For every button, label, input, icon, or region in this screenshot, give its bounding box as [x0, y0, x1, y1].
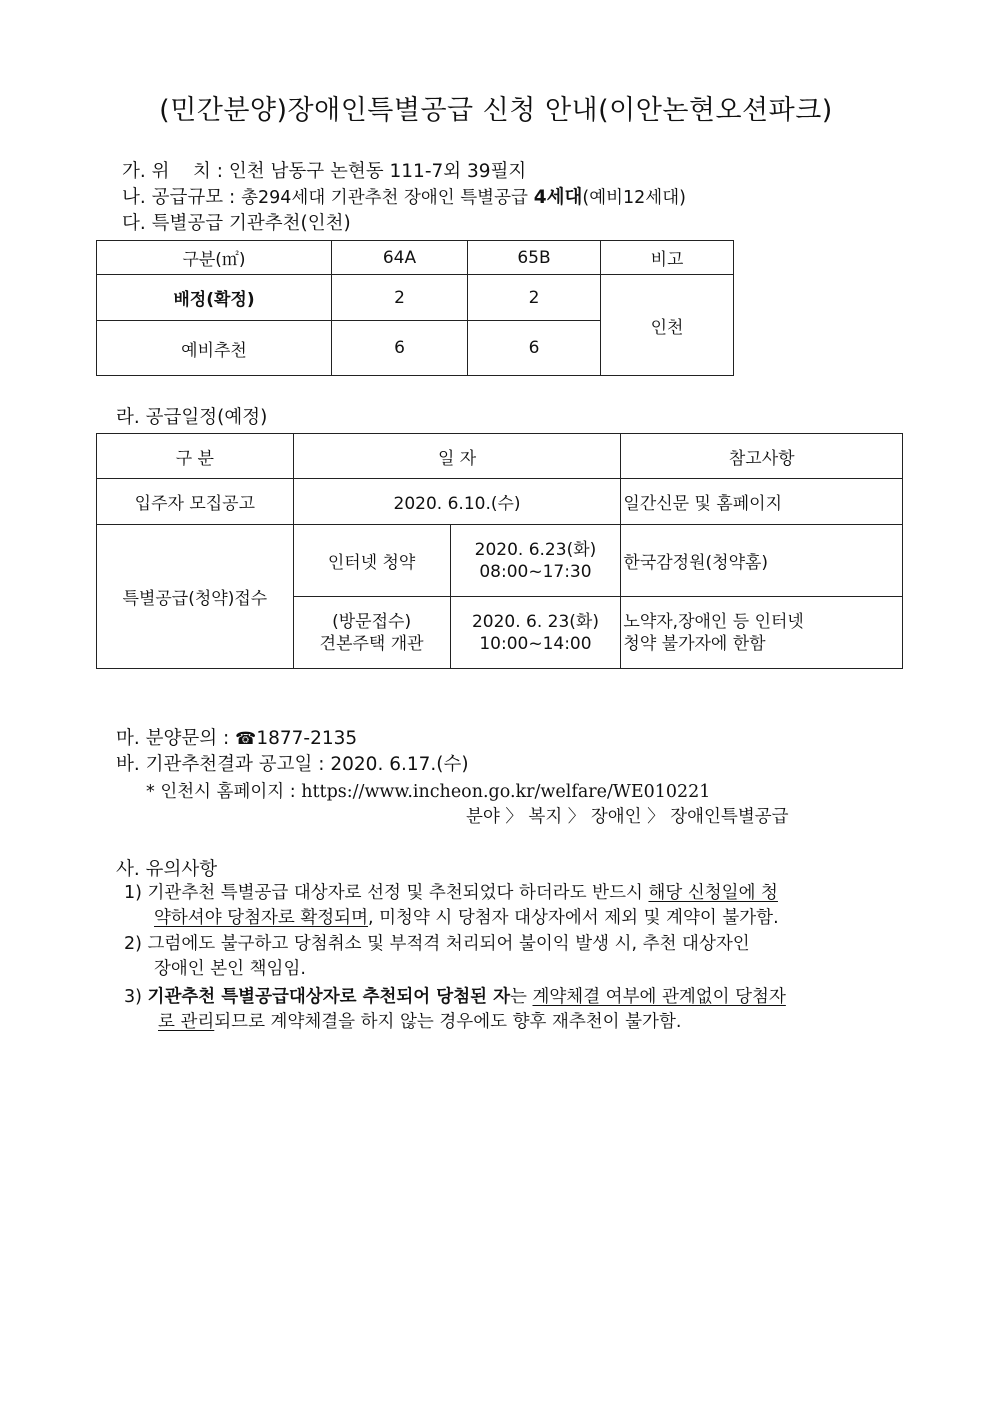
table2-visit-note-1: 노약자,장애인 등 인터넷: [623, 611, 804, 632]
table2-visit-date-day: 2020. 6. 23(화): [471, 611, 599, 632]
table2-internet-type: 인터넷 청약: [293, 525, 450, 597]
note-2-text-b: 장애인 본인 책임임.: [154, 959, 306, 979]
location-line: [122, 157, 526, 183]
note-1-text-b: , 미청약 시 당첨자 대상자에서 제외 및 계약이 불가함.: [368, 908, 779, 928]
supply-scale-tail: (예비12세대): [582, 188, 686, 208]
table2-internet-note: 한국감정원(청약홈): [621, 525, 903, 597]
supply-scale-line: [122, 183, 686, 209]
note-3-underline-b: 로 관리: [158, 1012, 215, 1032]
table2-notice-note: 일간신문 및 홈페이지: [621, 479, 903, 525]
table2-visit-date: [450, 597, 621, 669]
table1-row-assigned-label: 배정(확정): [97, 275, 332, 321]
table2-visit-type-1: (방문접수): [332, 611, 412, 632]
table2-header-date: 일 자: [293, 434, 621, 479]
page-title: (민간분양)장애인특별공급 신청 안내(이안논현오션파크): [159, 95, 833, 126]
table2-visit-type-2: 견본주택 개관: [319, 633, 424, 654]
table1-header-type: 구분(㎡): [97, 241, 332, 275]
homepage-url[interactable]: https://www.incheon.go.kr/welfare/WE010221: [301, 782, 711, 802]
notes-label: 사. 유의사항: [116, 859, 218, 880]
table1-header-64a: 64A: [332, 241, 468, 275]
note-1-text-a: 1) 기관추천 특별공급 대상자로 선정 및 추천되었다 하더라도 반드시: [124, 883, 643, 903]
table2-visit-type: [293, 597, 450, 669]
table2-visit-note: [621, 597, 903, 669]
phone-icon: ☎: [235, 729, 257, 749]
note-2: [124, 932, 899, 982]
table1-remark: 인천: [601, 275, 734, 376]
table1-header-65b: 65B: [468, 241, 601, 275]
table1-row-reserve-label: 예비추천: [97, 321, 332, 376]
note-3-number: 3): [124, 987, 142, 1007]
table2-special-label: 특별공급(청약)접수: [97, 525, 294, 669]
announce-date: 2020. 6.17.(수): [330, 754, 469, 775]
schedule-label: 라. 공급일정(예정): [116, 407, 268, 428]
note-3-underline-a: 계약체결 여부에 관계없이 당첨자: [532, 987, 786, 1007]
inquiry-line: [116, 724, 357, 750]
table2-header-type: 구 분: [97, 434, 294, 479]
table2-visit-note-2: 청약 불가자에 한함: [623, 633, 766, 654]
note-3-bold: 기관추천 특별공급대상자로 추천되어 당첨된 자: [147, 987, 511, 1007]
inquiry-label: 마. 분양문의 :: [116, 728, 230, 749]
schedule-table: [96, 433, 903, 669]
homepage-label: * 인천시 홈페이지 :: [146, 782, 296, 802]
inquiry-phone: 1877-2135: [256, 728, 358, 749]
announce-line: [116, 750, 469, 776]
note-1-underline-a: 해당 신청일에 청: [648, 883, 778, 903]
note-3-mid: 는: [510, 987, 527, 1007]
supply-scale-bold: 4세대: [533, 187, 583, 208]
agency-recommend-label: 다. 특별공급 기관추천(인천): [122, 213, 351, 234]
supply-scale-label: 나. 공급규모 :: [122, 187, 236, 208]
location-label: 가. 위 치 :: [122, 161, 224, 182]
table2-notice-date: 2020. 6.10.(수): [293, 479, 621, 525]
table1-row-reserve-65b: 6: [468, 321, 601, 376]
allocation-table: [96, 240, 734, 376]
note-1: [124, 881, 899, 931]
note-1-underline-b: 약하셔야 당첨자로 확정되며: [154, 908, 368, 928]
table1-row-assigned-64a: 2: [332, 275, 468, 321]
table2-internet-date-day: 2020. 6.23(화): [474, 539, 597, 560]
table1-row-assigned-65b: 2: [468, 275, 601, 321]
location-value: 인천 남동구 논현동 111-7외 39필지: [228, 161, 527, 182]
supply-scale-value: 총294세대 기관추천 장애인 특별공급: [241, 188, 528, 208]
table1-row-reserve-64a: 6: [332, 321, 468, 376]
table2-internet-date: [450, 525, 621, 597]
table2-header-note: 참고사항: [621, 434, 903, 479]
note-2-text-a: 2) 그럼에도 불구하고 당첨취소 및 부적격 처리되어 불이익 발생 시, 추천 대상자인: [124, 934, 750, 954]
table2-notice-label: 입주자 모집공고: [97, 479, 294, 525]
note-3: [124, 985, 899, 1035]
homepage-line: [146, 778, 710, 803]
table2-internet-date-time: 08:00~17:30: [479, 561, 592, 582]
note-3-tail: 되므로 계약체결을 하지 않는 경우에도 향후 재추천이 불가함.: [214, 1012, 682, 1032]
homepage-path: 분야 〉 복지 〉 장애인 〉 장애인특별공급: [466, 807, 789, 827]
table2-visit-date-time: 10:00~14:00: [479, 633, 592, 654]
announce-label: 바. 기관추천결과 공고일 :: [116, 754, 325, 775]
table1-header-remark: 비고: [601, 241, 734, 275]
